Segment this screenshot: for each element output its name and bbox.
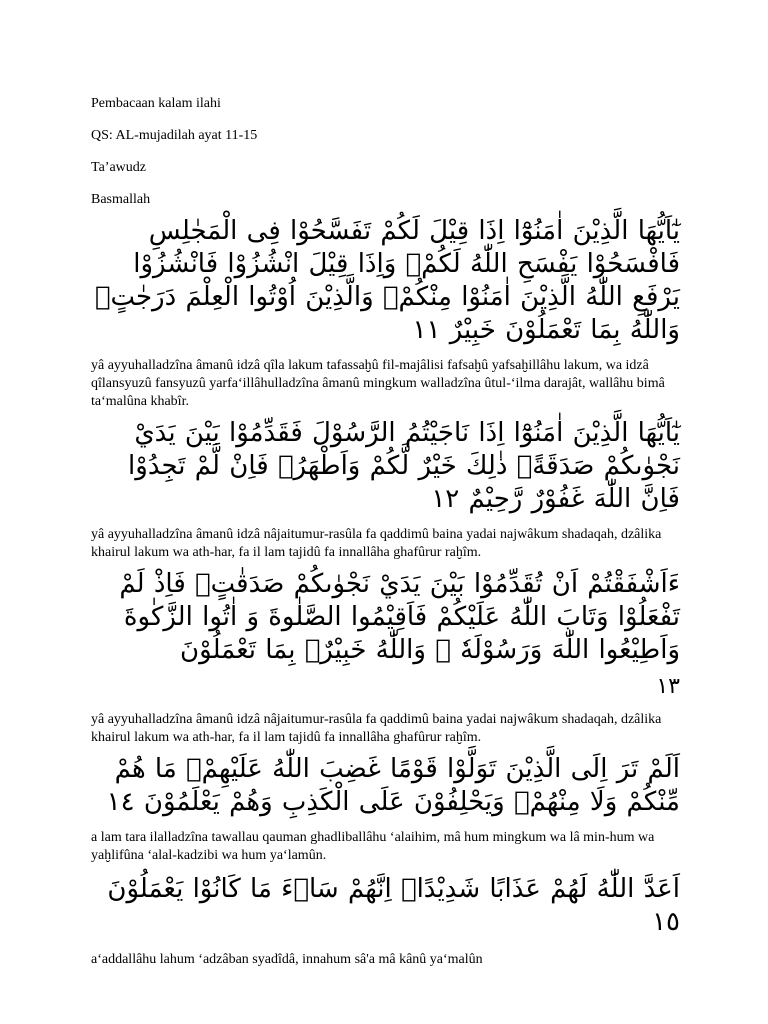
verse-15-transliteration: a‘addallâhu lahum ‘adzâban syadîdâ, innahum sâ'a mâ kânû ya‘malûn	[91, 952, 483, 967]
verse-11-arabic: يٰٓاَيُّهَا الَّذِيْنَ اٰمَنُوْٓا اِذَا قِيْلَ لَكُمْ تَفَسَّحُوْا فِى الْمَجٰلِسِ فَافْسَحُوْا يَفْسَحِ اللّٰهُ لَكُمْۚ وَاِذَا قِيْلَ انْشُزُوْا فَانْشُزُوْا يَرْفَعِ اللّٰهُ الَّذِيْنَ اٰمَنُوْا مِنْكُمْۙ وَالَّذِيْنَ اُوْتُوا الْعِلْمَ دَرَجٰتٍۗ وَاللّٰهُ بِمَا تَعْمَلُوْنَ خَبِيْرٌ ١١	[94, 216, 680, 345]
verse-12-transliteration: yâ ayyuhalladzîna âmanû idzâ nâjaitumur-rasûla fa qaddimû baina yadai najwâkum shadaqah, dzâlika khairul lakum wa ath-har, fa il lam tajidû fa innallâha ghafûrur raḫîm.	[91, 527, 662, 560]
verse-14-arabic: اَلَمْ تَرَ اِلَى الَّذِيْنَ تَوَلَّوْا قَوْمًا غَضِبَ اللّٰهُ عَلَيْهِمْۗ مَا هُمْ مِّنْكُمْ وَلَا مِنْهُمْۙ وَيَحْلِفُوْنَ عَلَى الْكَذِبِ وَهُمْ يَعْلَمُوْنَ ١٤	[106, 754, 680, 817]
verse-13-transliteration: yâ ayyuhalladzîna âmanû idzâ nâjaitumur-rasûla fa qaddimû baina yadai najwâkum shadaqah, dzâlika khairul lakum wa ath-har, fa il lam tajidû fa innallâha ghafûrur raḫîm.	[91, 712, 662, 745]
verse-15-arabic: اَعَدَّ اللّٰهُ لَهُمْ عَذَابًا شَدِيْدًاۗ اِنَّهُمْ سَاۤءَ مَا كَانُوْا يَعْمَلُوْنَ ١٥	[107, 874, 680, 937]
verse-11-transliteration: yâ ayyuhalladzîna âmanû idzâ qîla lakum tafassaḫû fil-majâlisi fafsaḫû yafsaḫillâhu lakum, wa idzâ qîlansyuzû fansyuzû yarfa‘illâhulladzîna âmanû mingkum walladzîna ûtul-‘ilma darajât, wallâhu bimâ ta‘malûna khabîr.	[91, 358, 665, 409]
basmallah-line: Basmallah	[91, 192, 151, 207]
verse-13-number: ١٣	[656, 674, 680, 699]
document-body	[91, 95, 680, 973]
verse-13-arabic: ءَاَشْفَقْتُمْ اَنْ تُقَدِّمُوْا بَيْنَ يَدَيْ نَجْوٰىكُمْ صَدَقٰتٍۗ فَاِذْ لَمْ تَفْعَلُوْا وَتَابَ اللّٰهُ عَلَيْكُمْ فَاَقِيْمُوا الصَّلٰوةَ وَ اٰتُوا الزَّكٰوةَ وَاَطِيْعُوا اللّٰهَ وَرَسُوْلَهٗ ۗ وَاللّٰهُ خَبِيْرٌۢ بِمَا تَعْمَلُوْنَ	[119, 569, 680, 665]
document-title: Pembacaan kalam ilahi	[91, 96, 221, 111]
surah-reference: QS: AL-mujadilah ayat 11-15	[91, 128, 258, 143]
verse-14-transliteration: a lam tara ilalladzîna tawallau qauman ghadliballâhu ‘alaihim, mâ hum mingkum wa lâ min-hum wa yaḫlifûna ‘alal-kadzibi wa hum ya‘lamûn.	[91, 830, 655, 863]
verse-12-arabic: يٰٓاَيُّهَا الَّذِيْنَ اٰمَنُوْٓا اِذَا نَاجَيْتُمُ الرَّسُوْلَ فَقَدِّمُوْا بَيْنَ يَدَيْ نَجْوٰىكُمْ صَدَقَةًۗ ذٰلِكَ خَيْرٌ لَّكُمْ وَاَطْهَرُۗ فَاِنْ لَّمْ تَجِدُوْا فَاِنَّ اللّٰهَ غَفُوْرٌ رَّحِيْمٌ ١٢	[128, 418, 680, 514]
taawudz-line: Ta’awudz	[91, 160, 146, 175]
